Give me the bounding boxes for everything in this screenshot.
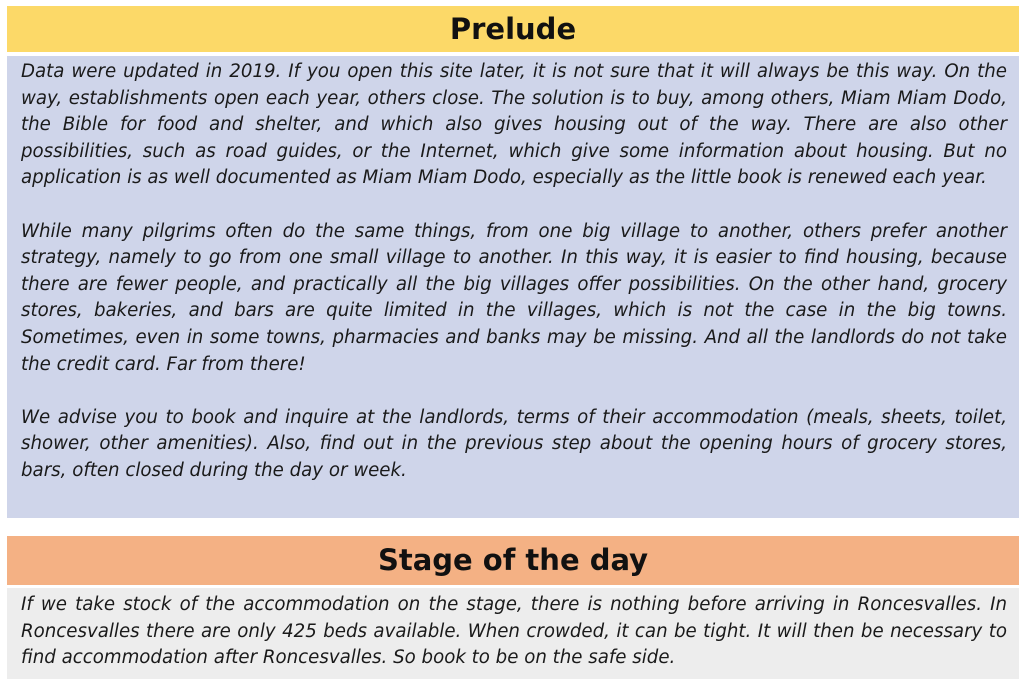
stage-of-the-day-heading: Stage of the day	[7, 536, 1019, 585]
prelude-paragraph-1: Data were updated in 2019. If you open this site later, it is not sure that it will always be this way. On the way, establishments open each year, others close. The solution is to buy, among others, Miam Miam Dodo, the Bible for food and shelter, and which also gives housing out of the way. There are also other possibilities, such as road guides, or the Internet, which give some information about housing. But no application is as well documented as Miam Miam Dodo, especially as the little book is renewed each year.	[21, 61, 1007, 189]
prelude-text-box	[7, 56, 1019, 518]
prelude-heading: Prelude	[7, 6, 1019, 52]
stage-paragraph-1: If we take stock of the accommodation on the stage, there is nothing before arriving in Roncesvalles. In Roncesvalles there are only 425 beds available. When crowded, it can be tight. It will then be necessary to find accommodation after Roncesvalles. So book to be on the safe side.	[21, 594, 1007, 669]
stage-text-box	[7, 588, 1019, 679]
prelude-paragraph-3: We advise you to book and inquire at the landlords, terms of their accommodation (meals, sheets, toilet, shower, other amenities). Also, find out in the previous step about the opening hours of grocery stores, bars, often closed during the day or week.	[21, 406, 1007, 481]
prelude-paragraph-2: While many pilgrims often do the same things, from one big village to another, others prefer another strategy, namely to go from one small village to another. In this way, it is easier to find housing, because there are fewer people, and practically all the big villages offer possibilities. On the other hand, grocery stores, bakeries, and bars are quite limited in the villages, which is not the case in the big towns. Sometimes, even in some towns, pharmacies and banks may be missing. And all the landlords do not take the credit card. Far from there!	[21, 220, 1007, 375]
